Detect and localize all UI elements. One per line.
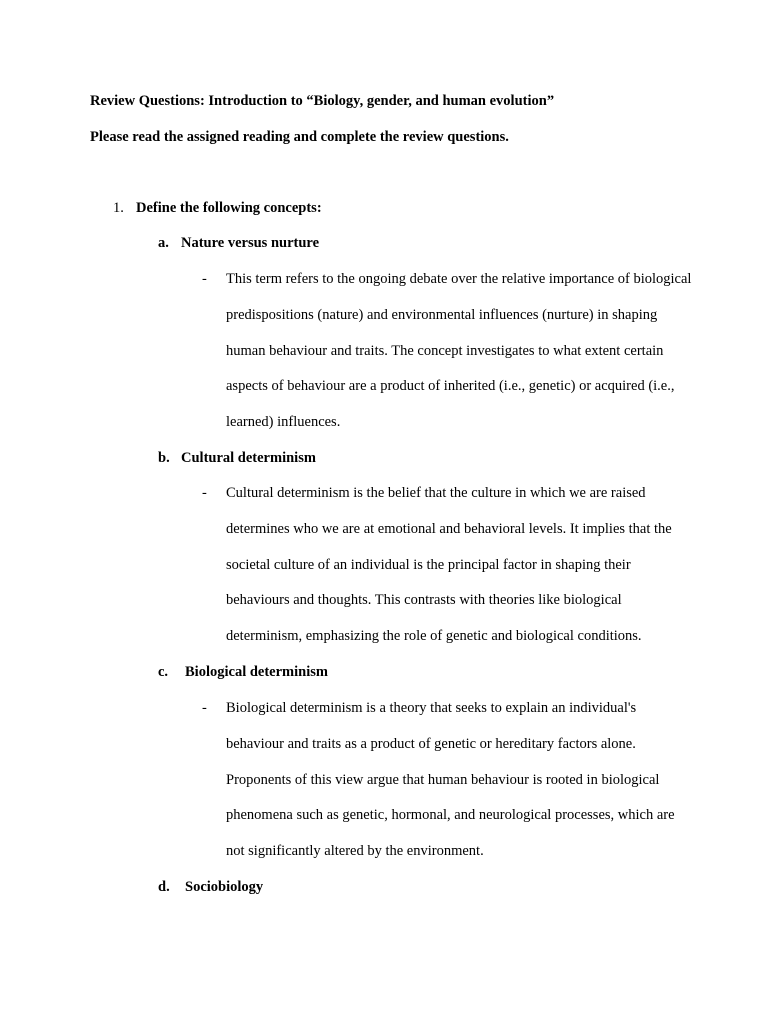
item-title-sociobiology: Sociobiology <box>185 879 264 895</box>
page-title: Review Questions: Introduction to “Biology, gender, and human evolution” <box>90 93 555 109</box>
answer-dash: - <box>202 271 207 287</box>
question-text: Define the following concepts: <box>136 200 322 216</box>
item-marker-c: c. <box>158 664 169 680</box>
answer-nature-versus-nurture: This term refers to the ongoing debate over the relative importance of biological predispositions (nature) and environmental influences (nurture) in shaping human behaviour and traits. The concept investigates to what extent certain aspects of behaviour are a product of inherited (i.e., genetic) or acquired (i.e., learned) influences. <box>226 271 692 431</box>
answer-cultural-determinism: Cultural determinism is the belief that the culture in which we are raised determines who we are at emotional and behavioral levels. It implies that the societal culture of an individual is the principal factor in shaping their behaviours and thoughts. This contrasts with theories like biological determinism, emphasizing the role of genetic and biological conditions. <box>226 485 672 645</box>
answer-dash: - <box>202 700 207 716</box>
item-title-biological-determinism: Biological determinism <box>185 664 328 680</box>
instructions-text: Please read the assigned reading and complete the review questions. <box>90 129 509 145</box>
item-title-cultural-determinism: Cultural determinism <box>181 450 316 466</box>
item-title-nature-versus-nurture: Nature versus nurture <box>181 235 320 251</box>
item-marker-b: b. <box>158 450 170 466</box>
question-number: 1. <box>113 200 124 216</box>
answer-biological-determinism: Biological determinism is a theory that seeks to explain an individual's behaviour and traits as a product of genetic or hereditary factors alone. Proponents of this view argue that human behaviour is rooted in biological phenomena such as genetic, hormonal, and neurological processes, which are not significantly altered by the environment. <box>226 700 675 860</box>
answer-dash: - <box>202 485 207 501</box>
item-marker-a: a. <box>158 235 169 251</box>
item-marker-d: d. <box>158 879 170 895</box>
